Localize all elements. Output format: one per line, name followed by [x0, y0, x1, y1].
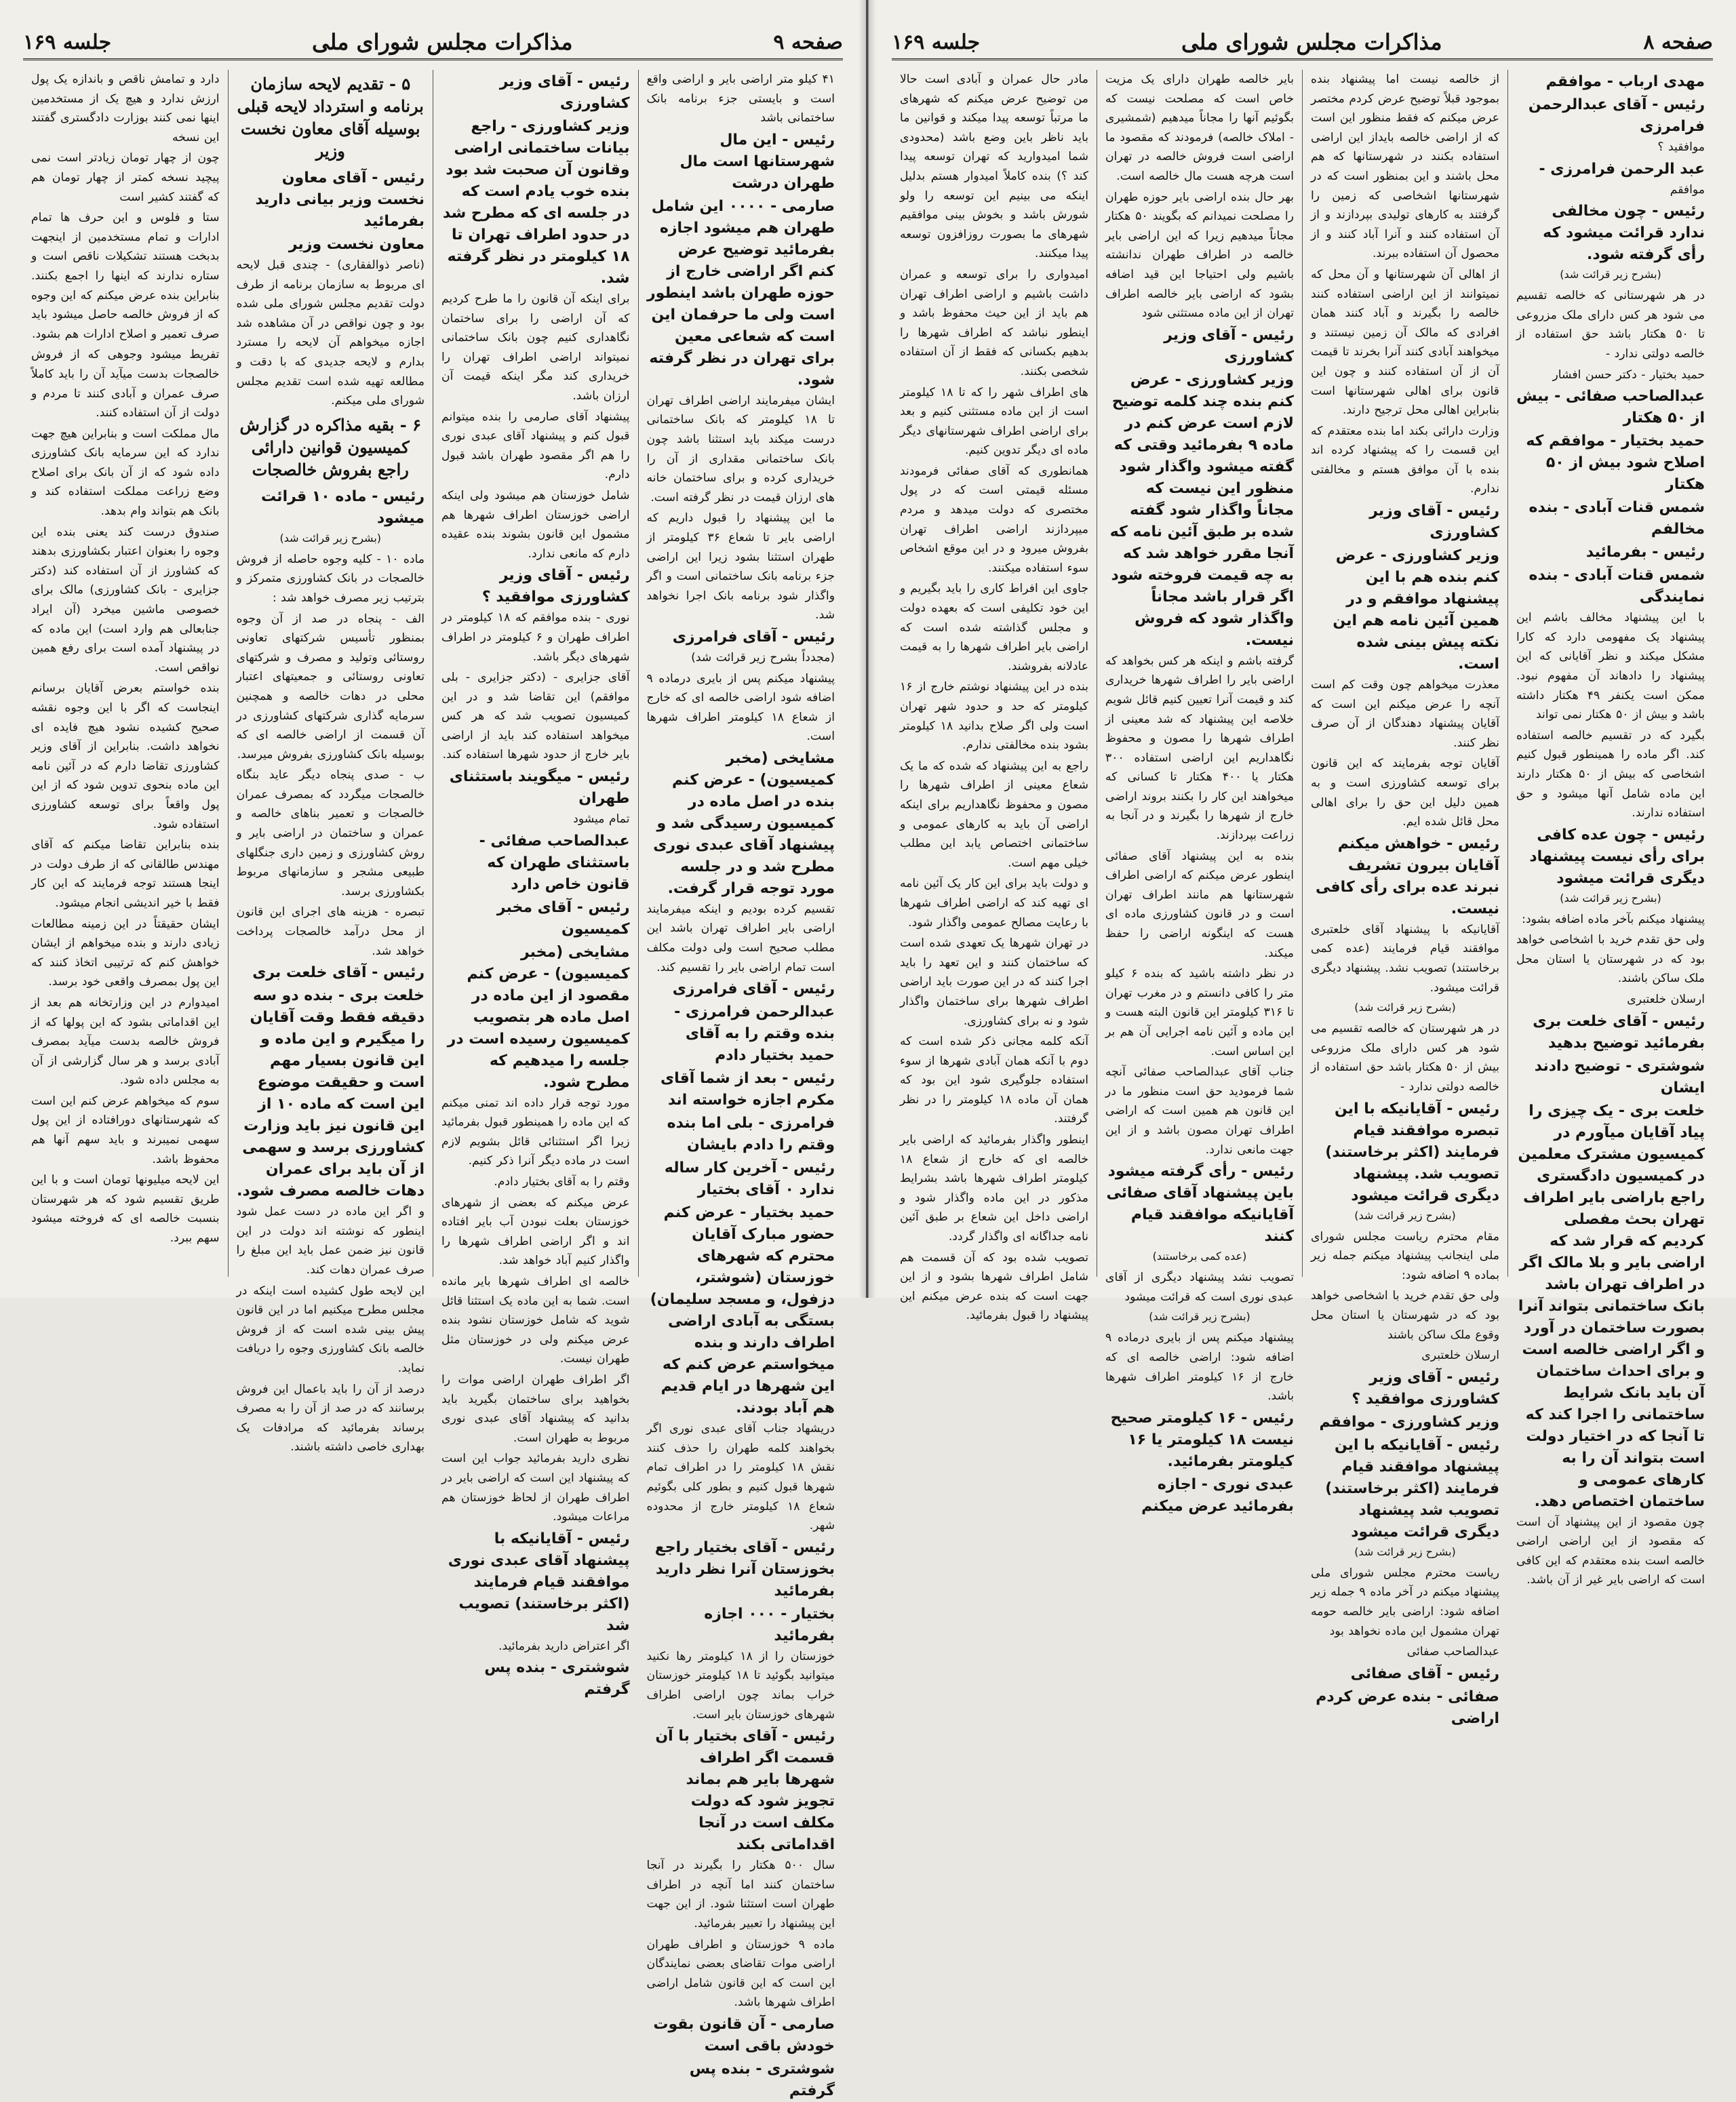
- paragraph: راجع به این پیشنهاد که شده که ما یک شعاع معینی از اطراف شهرها را مصون و محفوظ نگاهداریم برای اینکه اراضی آن باید به کارهای عمومی و ساختمانی اختصاص یابد این مطلب خیلی مهم است.: [900, 759, 1088, 870]
- speaker-line: رئیس - خواهش میکنم آقایان بیرون تشریف نبرند عده برای رأی کافی نیست.: [1316, 835, 1499, 917]
- page-9: [0, 0, 868, 2099]
- text-columns: [892, 70, 1713, 1727]
- text-column: [23, 70, 228, 1277]
- paragraph: ستا و فلوس و این حرف ها تمام ادارات و تمام مستخدمین از اینجهت بدبخت هستند تشکیلات ناقص است و ستاره ندارند که اینها را اجمع بکنند. بنابراین بنده عرض میکنم که این وجوه که از فروش خالصه حاصل میشود باید صرف تعمیر و اصلاح ادارات هم بشود.: [31, 211, 220, 341]
- speaker-line: رئیس - آقای وزیر کشاورزی: [499, 73, 630, 112]
- journal-title: مذاکرات مجلس شورای ملی: [1181, 29, 1442, 55]
- speaker-line: فرامرزی - بلی اما بنده وقتم را دادم بایشان: [667, 1115, 835, 1154]
- page-number: صفحه ۹: [773, 30, 843, 54]
- speaker-line: خلعت بری - یک چیزی را پیاد آقایان میآورم در کمیسیون مشترک معلمین در کمیسیون دادگستری راجع باراضی بایر اطراف تهران بحث مفصلی کردیم که قرار شد که اراضی بایر و بلا مالک اگر در اطراف تهران باشد بانک ساختمانی بتواند آنرا بصورت ساختمان در آورد و اگر اراضی خالصه است و برای احداث ساختمان آن باید بانک شرایط ساختمانی را اجرا کند که تا آنجا که در اختیار دولت است بتواند آن را به کارهای عمومی و ساختمان اختصاص دهد.: [1518, 1102, 1705, 1510]
- paragraph: تبصره - هزینه های اجرای این قانون از محل درآمد خالصجات پرداخت خواهد شد.: [236, 905, 425, 958]
- paragraph: معذرت میخواهم چون وقت کم است آنچه را عرض میکنم این است که آقایان پیشنهاد دهندگان از آن صرف نظر کنند.: [1311, 678, 1499, 750]
- text-column: [433, 70, 638, 1699]
- session-number: جلسه ۱۶۹: [892, 30, 981, 54]
- paragraph: ماده ۱۰ - کلیه وجوه حاصله از فروش خالصجات در بانک کشاورزی متمرکز و بترتیب زیر مصرف خواهد شد :: [236, 552, 425, 605]
- paragraph: از خالصه نیست اما پیشنهاد بنده بموجود قبلاً توضیح عرض کردم مختصر عرض میکنم که فقط منظور این است که از اراضی خالصه بایداز این اراضی استفاده بکنند در شهرستانها که هم محل باشند و این بمنظور است که در شهرستانها اشخاصی که زمین را گرفتند به کارهای تولیدی بپردازند و از آن استفاده کنند و آنرا آباد کنند و از محصول آن استفاده ببرند.: [1311, 73, 1499, 261]
- speaker-line: وزیر کشاورزی - راجع بیانات ساختمانی اراضی وقانون آن صحبت شد بود بنده خوب یادم است که در جلسه ای که مطرح شد در حدود اطراف تهران تا ۱۸ کیلومتر در نظر گرفته شد.: [442, 118, 630, 287]
- paragraph: موافقم: [1670, 182, 1705, 197]
- paragraph: آقایان توجه بفرمایند که این قانون برای توسعه کشاورزی است و به همین دلیل این حق را برای اهالی محل قائل شده ایم.: [1311, 757, 1499, 829]
- paragraph: پیشنهاد میکنم پس از بایری درماده ۹ اضافه شود: اراضی خالصه ای که خارج از ۱۶ کیلومتر اطراف شهرها باشد.: [1105, 1331, 1295, 1404]
- paragraph: تفریط میشود وجوهی که از فروش خالصجات بدست میآید آن را باید کاملاً صرف عمران و آبادی کنند تا مردم و دولت از آن استفاده کنند.: [31, 348, 220, 420]
- paragraph: دریشهاد جناب آقای عبدی نوری اگر بخواهند کلمه طهران را حذف کنند نقش ۱۸ کیلومتر را در اطراف تمام شهرها قبول کنیم و بطور کلی بگوئیم شعاع ۱۸ کیلومتر خارج از محدوده شهر.: [646, 1422, 835, 1533]
- paragraph: سوم که میخواهم عرض کنم این است که شهرستانهای دورافتاده از این پول سهمی نمیبرند و باید سهم آنها هم محفوظ باشد.: [31, 1094, 220, 1166]
- vote-note: (بشرح زیر قرائت شد): [1354, 1208, 1456, 1222]
- speaker-line: رئیس - آقای فرامرزی: [672, 628, 835, 646]
- speaker-line: رئیس - رأی گرفته میشود باین پیشنهاد آقای صفائی آقایانیکه موافقند قیام کنند: [1106, 1163, 1294, 1246]
- text-column: [892, 70, 1097, 1323]
- paragraph: و اگر این ماده در دست عمل شود اینطور که نوشته اند دولت در این قانون نیز ضمن عمل باید این مبلغ را صرف عمران دهات کند.: [236, 1205, 425, 1277]
- paragraph: گرفته باشم و اینکه هر کس بخواهد که اراضی بایر را اطراف شهرها خریداری کند و قیمت آنرا تعیین کنیم قائل شویم خلاصه این پیشنهاد که شد معینی از اطراف شهرها را مصون و محفوظ نگاهداریم این اراضی استفاده ۳۰۰ هکتار یا ۴۰۰ هکتار تا کسانی که میخواهند این کار را بکنند بروند اراضی خارج از شهرها را بگیرند و در آنجا به زراعت بپردازند.: [1105, 654, 1294, 843]
- paragraph: دارد و تمامش ناقص و باندازه یک پول ارزش ندارد و هیچ یک از مستخدمین اینها نمی کنند بوزارت دادگستری گفتند این نسخه: [31, 73, 220, 144]
- speaker-line: شوشتری - بنده پس گرفتم: [689, 2060, 835, 2099]
- paragraph: اگر اعتراض دارید بفرمائید.: [498, 1639, 630, 1653]
- speaker-line: رئیس - آقای صفائی: [1350, 1665, 1499, 1682]
- text-column: [1507, 70, 1713, 1587]
- paragraph: ولی حق تقدم خرید با اشخاصی خواهد بود که در شهرستان یا استان محل وقوع ملک ساکن باشند: [1311, 1289, 1499, 1342]
- speaker-line: شوشتری - توضیح دادند ایشان: [1534, 1057, 1705, 1096]
- paragraph: پیشنهاد میکنم پس از بایری درماده ۹ اضافه شود اراضی خالصه ای که خارج از شعاع ۱۸ کیلومتر اطراف شهرها است.: [646, 671, 835, 744]
- paragraph: امیدوارم در این وزارتخانه هم بعد از این اقداماتی بشود که این پولها که از فروش خالصه بدست میآید بمصرف آبادی برسد و هر سال گزارشی از آن به مجلس داده شود.: [31, 995, 220, 1088]
- speaker-line: رئیس - این مال شهرستانها است مال طهران درشت: [679, 131, 835, 192]
- paragraph: وزارت دارائی بکند اما بنده معتقدم که این قسمت را که پیشنهاد کرده اند بنده با آن موافق هستم و مخالفتی ندارم.: [1311, 424, 1499, 496]
- paragraph: تقسیم کرده بودیم و اینکه میفرمایند اراضی بایر اطراف تهران باشد این مطلب صحیح است ولی دولت مکلف است تمام اراضی بایر را تقسیم کند.: [646, 902, 835, 974]
- paragraph: شامل خوزستان هم میشود ولی اینکه اراضی خوزستان اطراف شهرها هم مشمول این قانون بشوند بنده عقیده دارم که مانعی ندارد.: [441, 488, 630, 561]
- speaker-line: عبدالصاحب صفائی - بیش از ۵۰ هکتار: [1516, 388, 1705, 427]
- speaker-line: وزیر کشاورزی - عرض کنم بنده هم با این پیشنهاد موافقم و در همین آئین نامه هم این نکته پیش بینی شده است.: [1333, 547, 1499, 673]
- paragraph: بایر خالصه طهران دارای یک مزیت خاص است که مصلحت نیست که بگوئیم آنها را مجاناً میدهیم (شمشیری - املاک خالصه) فرمودند که مقصود ما اراضی است فروش خالصه در تهران است هرچه هست مال خالصه است.: [1105, 73, 1294, 183]
- paragraph: در هر شهرستان که خالصه تقسیم می شود هر کس دارای ملک مزروعی بیش از ۵۰ هکتار باشد حق استفاده از خالصه دولتی ندارد -: [1311, 1022, 1500, 1094]
- speaker-line: رئیس - آقای معاون نخست وزیر بیانی دارید بفرمائید: [255, 170, 425, 230]
- speaker-line: رئیس - آقایانیکه با پیشنهاد آقای عبدی نوری موافقند قیام فرمایند (اکثر برخاستند) تصویب شد: [448, 1530, 630, 1634]
- paragraph: خوزستان را از ۱۸ کیلومتر رها نکنید میتوانید بگوئید تا ۱۸ کیلومتر خوزستان خراب بماند چون اراضی اطراف شهرهای خوزستان بایر است.: [646, 1649, 835, 1722]
- speaker-line: شوشتری - بنده پس گرفتم: [484, 1659, 630, 1699]
- paragraph: موافقید ؟: [1657, 140, 1705, 154]
- paragraph: نوری - بنده موافقم که ۱۸ کیلومتر در اطراف طهران و ۶ کیلومتر در اطراف شهرهای دیگر باشد.: [441, 611, 630, 664]
- paragraph: مورد توجه قرار داده اند تمنی میکنم که این ماده را همینطور قبول بفرمائید زیرا اگر استثنائی قائل بشویم لازم است در ماده دیگر آنرا ذکر کنیم.: [441, 1096, 630, 1168]
- text-columns: [23, 70, 843, 2099]
- paragraph: بنده خواستم بعرض آقایان برسانم اینجاست که اگر با این وجوه نقشه صحیح کشیده نشود هیچ فایده ای نخواهد داشت. بنابراین از آقای وزیر کشاورزی تقاضا دارم که در آئین نامه این ماده بنحوی تدوین شود که از این پول واقعاً برای توسعه کشاورزی استفاده شود.: [31, 681, 220, 831]
- paragraph: ایشان میفرمایند اراضی اطراف تهران تا ۱۸ کیلومتر که بانک ساختمانی درست میکند باید استثنا باشد چون بانک ساختمانی مقداری از آن را خریداری کرده و برای ساختمان خانه های ارزان قیمت در نظر گرفته است.: [646, 393, 835, 504]
- paragraph: اگر اطراف طهران اراضی موات را بخواهید برای ساختمان بگیرید باید بدانید که پیشنهاد آقای عبدی نوری مربوط به طهران است.: [441, 1372, 630, 1445]
- speaker-line: رئیس - آقای وزیر کشاورزی: [1164, 326, 1294, 365]
- speaker-line: رئیس - آقایانیکه با این پیشنهاد موافقند قیام فرمایند (اکثر برخاستند) تصویب شد پیشنهاد دیگری قرائت میشود: [1325, 1436, 1499, 1541]
- paragraph: در نظر داشته باشید که بنده ۶ کیلو متر را کافی دانستم و در مغرب تهران تا ۳۱۶ کیلومتر این قانون البته هست و این ماده و آئین نامه اجرایی آن هم بر این اساس است.: [1105, 967, 1295, 1058]
- paragraph: با این پیشنهاد مخالف باشم این پیشنهاد یک مفهومی دارد که کارا مشکل میکند و نظر آقایانی که این پیشنهاد را دادهاند آن مفهوم نبود. ممکن است یکنفر ۴۹ هکتار داشته باشد و بیش از ۵۰ هکتار نمی تواند: [1516, 611, 1705, 722]
- page-8: [868, 0, 1736, 1727]
- speaker-line: رئیس - چون عده کافی برای رأی نیست پیشنهاد دیگری قرائت میشود: [1529, 826, 1705, 887]
- paragraph: پیشنهاد آقای صارمی را بنده میتوانم قبول کنم و پیشنهاد آقای عبدی نوری را هم اگر مقصود طهران باشد قبول دارم.: [441, 410, 630, 482]
- speaker-line: مشایخی (مخبر کمیسیون) - عرض کنم بنده در اصل ماده در کمیسیون رسیدگی شد و پیشنهاد آقای عبدی نوری مطرح شد و در جلسه مورد توجه قرار گرفت.: [653, 749, 835, 897]
- paragraph: این لایحه میلیونها تومان است و با این طریق تقسیم شود که هر شهرستان بنسبت خالصه ای که فروخته میشود سهم ببرد.: [31, 1173, 220, 1246]
- speaker-line: حمید بختیار - عرض کنم حضور مبارک آقایان محترم که شهرهای خوزستان (شوشتر، دزفول، و مسجد سلیمان) بستگی به آبادی اراضی اطراف دارند و بنده میخواستم عرض کنم که این شهرها در ایام قدیم هم آباد بودند.: [650, 1204, 835, 1417]
- section-title: ۵ - تقدیم لایحه سازمان برنامه و استرداد لایحه قبلی بوسیله آقای معاون نخست وزیر: [237, 74, 424, 161]
- speaker-line: رئیس - آقای عبدالرحمن فرامرزی: [1528, 96, 1705, 135]
- paragraph: چون مقصود از این پیشنهاد آن است که مقصود از این اراضی اراضی خالصه است بنده معتقدم که این کافی است که اراضی بایر غیر از آن باشد.: [1516, 1515, 1705, 1587]
- vote-note: (بشرح زیر قرائت شد): [1354, 1001, 1456, 1014]
- paragraph: ارسلان خلعتبری: [1421, 1349, 1499, 1363]
- vote-note: (بشرح زیر قرائت شد): [1560, 891, 1661, 905]
- paragraph: عبدالصاحب صفائی: [1406, 1645, 1499, 1659]
- speaker-line: شمس قنات آبادی - بنده نمایندگی: [1528, 567, 1705, 606]
- paragraph: این لایحه طول کشیده است اینکه در مجلس مطرح میکنیم اما در این قانون پیش بینی شده است که از فروش خالصه بانک کشاورزی وجوه را دریافت نماید.: [236, 1284, 425, 1375]
- vote-note: (بشرح زیر قرائت شد): [1560, 268, 1661, 281]
- paragraph: ۴۱ کیلو متر اراضی بایر و اراضی واقع است و بایستی جزء برنامه بانک ساختمانی باشد: [646, 73, 835, 125]
- paragraph: مقام محترم ریاست مجلس شورای ملی اینجانب پیشنهاد میکنم جمله زیر بماده ۹ اضافه شود:: [1311, 1229, 1499, 1282]
- speaker-line: رئیس - بفرمائید: [1585, 544, 1705, 561]
- speaker-line: رئیس - آقای بختیار با آن قسمت اگر اطراف شهرها بایر هم بماند تجویز شود که دولت مکلف است در آنجا اقداماتی بکند: [655, 1728, 835, 1854]
- speaker-line: صارمی - آن قانون بقوت خودش باقی است: [653, 2015, 835, 2055]
- paragraph: و دولت باید برای این کار یک آئین نامه ای تهیه کند که اراضی اطراف شهرها با رعایت مصالح عمومی واگذار شود.: [900, 877, 1088, 930]
- section-title: ۶ - بقیه مذاکره در گزارش کمیسیون قوانین دارائی راجع بفروش خالصجات: [239, 414, 421, 479]
- paragraph: پیشنهاد میکنم بآخر ماده اضافه بشود:: [1522, 912, 1705, 926]
- paragraph: آقایانیکه با پیشنهاد آقای خلعتبری موافقند قیام فرمایند (عده کمی برخاستند) تصویب نشد. پیشنهاد دیگری قرائت میشود.: [1311, 922, 1499, 995]
- paragraph: از اهالی آن شهرستانها و آن محل که نمیتوانند از این اراضی استفاده کنند خالصه را بگیرند و آباد کنند همان افرادی که مالک آن زمین نیستند و میخواهند آبادی کنند آنرا بخرند تا قیمت آن از آن استفاده کنند و چون این قانون برای اهالی شهرستانها است بنابراین اهالی محل ترجیح دارند.: [1311, 267, 1499, 418]
- paragraph: آقای جزایری - (دکتر جزایری - بلی موافقم) این تقاضا شد و در این کمیسیون تصویب شد که هر کس میخواهد استفاده کند باید از اراضی بایر خارج از حدود شهرها استفاده کند.: [441, 671, 630, 762]
- speaker-line: وزیر کشاورزی - موافقم: [1319, 1413, 1499, 1431]
- paragraph: ب - صدی پنجاه دیگر عاید بنگاه خالصجات میگردد که بمصرف عمران خالصجات و تعمیر بناهای خالصه و عمران و ساختمان در اراضی بایر و روش کشاورزی و زمین داری جنگلهای طبیعی مشجر و سازمانهای مربوط بکشاورزی برسد.: [236, 768, 425, 898]
- paragraph: عرض میکنم که بعضی از شهرهای خوزستان بعلت نبودن آب بایر افتاده اند و اگر اراضی اطراف شهرها را واگذار کنیم آباد خواهد شد.: [441, 1195, 630, 1268]
- speaker-line: رئیس - آخرین کار ساله ندارد ۰ آقای بختیار: [664, 1159, 835, 1199]
- paragraph: الف - پنجاه در صد از آن وجوه بمنظور تأسیس شرکتهای تعاونی روستائی وتولید و مصرف و شرکتهای تعاونی روستائی و جمعیتهای اعتبار محلی در دهات خالصه و همچنین سرمایه گذاری شرکتهای کشاورزی در آن قسمت از اراضی خالصه ای که بوسیله بانک کشاورزی بفروش میرسد.: [236, 612, 425, 761]
- speaker-line: رئیس - آقای مخبر کمیسیون: [496, 898, 630, 938]
- journal-title: مذاکرات مجلس شورای ملی: [311, 29, 573, 55]
- paragraph: خالصه ای اطراف شهرها بایر مانده است. شما به این ماده یک استثنا قائل شوید که شامل خوزستان نشود بنده عرض میکنم ولی در خوزستان مثل طهران نیست.: [441, 1275, 630, 1366]
- paragraph: همانطوری که آقای صفائی فرمودند مسئله قیمتی است که در پول مختصری که دولت میدهد و مردم میپردازند اراضی اطراف تهران بفروش میرود و در این موقع اشخاص سوء استفاده میکنند.: [900, 464, 1088, 575]
- paragraph: (ناصر ذوالفقاری) - چندی قبل لایحه ای مربوط به سازمان برنامه از طرف دولت تقدیم مجلس شورای ملی شده بود و چون نواقص در آن مشاهده شد اجازه میخواهم آن لایحه را مسترد بدارم و لایحه جدیدی که با دقت و مطالعه تهیه شده است تقدیم مجلس شورای ملی میکنم.: [236, 258, 425, 408]
- page-header: [892, 26, 1713, 60]
- page-header: [23, 26, 843, 60]
- session-number: جلسه ۱۶۹: [23, 30, 112, 54]
- speaker-line: رئیس - آقای وزیر کشاورزی موافقید ؟: [1352, 1368, 1499, 1408]
- paragraph: تصویب نشد پیشنهاد دیگری از آقای عبدی نوری است که قرائت میشود: [1105, 1271, 1294, 1304]
- paragraph: برای اینکه آن قانون را ما طرح کردیم که آن اراضی را برای ساختمان نگاهداری کنیم چون بانک ساختمانی نمیتواند اراضی اطراف تهران را خریداری کند مگر اینکه قیمت آن ارزان باشد.: [441, 292, 630, 403]
- paragraph: (مجدداً بشرح زیر قرائت شد): [691, 650, 835, 665]
- speaker-line: رئیس - آقای خلعت بری بفرمائید توضیح بدهید: [1533, 1012, 1705, 1052]
- speaker-line: عبدی نوری - اجازه بفرمائید عرض میکنم: [1141, 1475, 1294, 1515]
- speaker-line: صفائی - بنده عرض کردم اراضی: [1316, 1688, 1499, 1727]
- speaker-line: مهدی ارباب - موافقم: [1545, 73, 1705, 90]
- paragraph: بگیرد که در تقسیم خالصه استفاده کند. اگر ماده را همینطور قبول کنیم اشخاصی که بیش از ۵۰ هکتار دارند این ماده شامل آنها میشود و حق استفاده ندارند.: [1516, 728, 1705, 820]
- speaker-line: بختیار - ۰۰۰ اجازه بفرمائید: [704, 1605, 835, 1644]
- speaker-line: رئیس - آقای بختیار راجع بخوزستان آنرا نظر دارید بفرمائید: [654, 1539, 835, 1600]
- paragraph: ماده ۹ خوزستان و اطراف طهران اراضی موات تقاضای بعضی نمایندگان این است که این قانون شامل اراضی اطراف شهرها باشد.: [646, 1937, 835, 2010]
- paragraph: آنکه کلمه مجانی ذکر شده است که دوم با آنکه همان آبادی شهرها از سوء استفاده جلوگیری شود این بود که همان آن ماده ۱۸ کیلومتر را در نظر گرفتند.: [900, 1035, 1088, 1126]
- paragraph: وقتم را به آقای بختیار دادم.: [494, 1175, 630, 1189]
- speaker-line: رئیس - آقای وزیر کشاورزی: [1369, 502, 1499, 542]
- paragraph: تصویب شده بود که آن قسمت هم شامل اطراف شهرها بشود و از این جهت است که بنده عرض میکنم این پیشنهاد را قبول بفرمائید.: [900, 1250, 1088, 1323]
- speaker-line: عبدالصاحب صفائی - باستثنای طهران که قانون خاص دارد: [479, 832, 630, 893]
- vote-note: (بشرح زیر قرائت شد): [279, 531, 382, 544]
- speaker-line: شمس قنات آبادی - بنده مخالفم: [1528, 499, 1705, 538]
- paragraph: حمید بختیار - دکتر حسن افشار: [1552, 368, 1705, 382]
- page-number: صفحه ۸: [1643, 30, 1713, 54]
- paragraph: ارسلان خلعتبری: [1627, 993, 1705, 1007]
- paragraph: نظری دارید بفرمائید جواب این است که پیشنهاد این است که اراضی بایر در اطراف طهران از لحاظ خوزستان هم مراعات میشود.: [441, 1452, 630, 1524]
- speaker-line: معاون نخست وزیر: [288, 236, 425, 253]
- speaker-line: رئیس - چون مخالفی ندارد قرائت میشود که رأی گرفته شود.: [1543, 203, 1705, 264]
- vote-note: (عده کمی برخاستند): [1152, 1250, 1247, 1263]
- paragraph: تمام میشود: [573, 812, 630, 827]
- paragraph: در تهران شهرها یک تعهدی شده است که ساختمان کنند و این تعهد را باید اجرا کنند که در این صورت باید اراضی اطراف شهرها برای ساختمان واگذار شود و نه برای کشاورزی.: [900, 936, 1088, 1028]
- paragraph: های اطراف شهر را که تا ۱۸ کیلومتر است از این ماده مستثنی کنیم و بعد برای اراضی اطراف شهرستانهای دیگر ماده ای دیگر تدوین کنیم.: [900, 385, 1088, 458]
- paragraph: جاوی این افراط کاری را باید بگیریم و این خود تکلیفی است که بعهده دولت و مجلس گذاشته شده است که اراضی بایر اطراف شهرها را به قیمت عادلانه بفروشند.: [900, 582, 1088, 673]
- speaker-line: رئیس - آقایانیکه با این تبصره موافقند قیام فرمایند (اکثر برخاستند) تصویب شد. پیشنهاد دیگری قرائت میشود: [1325, 1100, 1499, 1204]
- paragraph: اینطور واگذار بفرمائید که اراضی بایر خالصه ای که خارج از شعاع ۱۸ کیلومتر اطراف شهرها باشد بشرایط مذکور در این ماده واگذار شود و اراضی داخل این شعاع بر طبق آئین نامه جداگانه ای واگذار گردد.: [900, 1133, 1088, 1244]
- paragraph: ولی حق تقدم خرید با اشخاصی خواهد بود که در شهرستان یا استان محل ملک ساکن باشند.: [1516, 933, 1705, 986]
- paragraph: چون از چهار تومان زیادتر است نمی پیچید نسخه کمتر از چهار تومان هم که گفتند کشیر است: [31, 151, 220, 204]
- speaker-line: رئیس - ماده ۱۰ قرائت میشود: [261, 488, 425, 527]
- paragraph: سال ۵۰۰ هکتار را بگیرند در آنجا ساختمان کنند اما آنچه در اطراف طهران است استثنا شود. از این جهت این پیشنهاد را تعبیر بفرمائید.: [646, 1859, 835, 1930]
- paragraph: بنده در این پیشنهاد نوشتم خارج از ۱۶ کیلومتر که حد و حدود شهر تهران است ولی اگر صلاح بدانید ۱۸ کیلومتر بشود بنده مخالفتی ندارم.: [900, 680, 1088, 753]
- paragraph: مادر حال عمران و آبادی است حالا من توضیح عرض میکنم که شهرهای ما مرتباً توسعه پیدا میکند و قوانین ما باید ناظر باین وضع باشد (محدودی شما امیدوارید که تهران توسعه پیدا کند ؟) بنده کاملاً امیدوار هستم بدلیل اینکه می بینیم این توسعه را ولو شورش باشد و بخوش بینی موافقیم شهرهای ما بصورت روزافزون توسعه پیدا میکنند.: [900, 73, 1088, 261]
- speaker-line: خلعت بری - بنده دو سه دقیقه فقط وقت آقایان را میگیرم و این ماده و این قانون بسیار مهم است و حقیقت موضوع این است که ماده ۱۰ از این قانون نیز باید وزارت کشاورزی برسد و سهمی از آن باید برای عمران دهات خالصه مصرف شود.: [237, 987, 425, 1200]
- speaker-line: حمید بختیار - موافقم که اصلاح شود بیش از ۵۰ هکتار: [1526, 433, 1705, 494]
- paragraph: درصد از آن را باید باعمال این فروش برسانند که در صد از آن را به مصرف برساند بفرمائید که مرادفات یک بهداری خاصی داشته باشند.: [236, 1382, 425, 1454]
- paragraph: در هر شهرستانی که خالصه تقسیم می شود هر کس دارای ملک مزروعی تا ۵۰ هکتار باشد حق استفاده از خالصه دولتی ندارد -: [1516, 289, 1705, 361]
- speaker-line: وزیر کشاورزی - عرض کنم بنده چند کلمه توضیح لازم است عرض کنم در ماده ۹ بفرمائید وقتی که گفته میشود واگذار شود منظور این نیست که مجاناً واگذار شود گفته شده بر طبق آئین نامه که آنجا مقرر خواهد شد که به چه قیمت فروخته شود اگر قرار باشد مجاناً واگذار شود که فروش نیست.: [1109, 371, 1294, 649]
- speaker-line: رئیس - آقای خلعت بری: [252, 964, 425, 982]
- speaker-line: رئیس - آقای وزیر کشاورزی موافقید ؟: [481, 567, 630, 606]
- paragraph: صندوق درست کند یعنی بنده این وجوه را بعنوان اعتبار بکشاورزی بدهند که کشاورز از آن استفاده کند (دکتر جزایری - بانک کشاورزی) مالک برای خصوصی ماشین میخرد (آن ایراد جنابعالی هم وارد است) این ماده که در پیشنهاد آمده است برای رفع همین نواقص است.: [31, 525, 220, 675]
- paragraph: بهر حال بنده اراضی بایر حوزه طهران را مصلحت نمیدانم که بگویند ۵۰ هکتار مجاناً میدهیم زیرا که این اراضی بایر خالصه در اطراف طهران ندانشته باشیم ولی احتیاجا این قید اضافه بشود که اراضی بایر خالصه اطراف تهران از این ماده مستثنی شود: [1105, 190, 1294, 321]
- vote-note: (بشرح زیر قرائت شد): [1149, 1310, 1250, 1324]
- speaker-line: مشایخی (مخبر کمیسیون) - عرض کنم مقصود از این ماده در اصل ماده هر بتصویب کمیسیون رسیده است در جلسه را میدهیم که مطرح شود.: [447, 943, 630, 1091]
- speaker-line: رئیس - میگویند باستثنای طهران: [449, 768, 630, 808]
- paragraph: امیدواری را برای توسعه و عمران داشت باشیم و اراضی اطراف تهران هم باید از این حیث محفوظ باشد و اینطور نباشد که اطراف شهرها را بدهیم بکسانی که فقط از آن استفاده شخصی بکنند.: [900, 267, 1088, 378]
- text-column: [638, 70, 844, 2099]
- speaker-line: عبدالرحمن فرامرزی - بنده وقتم را به آقای حمید بختیار دادم: [674, 1004, 835, 1065]
- text-column: [1097, 70, 1302, 1515]
- speaker-line: صارمی - ۰۰۰۰ این شامل طهران هم میشود اجازه بفرمائید توضیح عرض کنم اگر اراضی خارج از حوزه طهران باشد اینطور است ولی ما حرفمان این است که شعاعی معین برای تهران در نظر گرفته شود.: [646, 197, 835, 389]
- vote-note: (بشرح زیر قرائت شد): [1354, 1545, 1456, 1558]
- paragraph: ایشان حقیقتاً در این زمینه مطالعات زیادی دارند و بنده میخواهم از ایشان خواهش کنم که ترتیبی اتخاذ کنند که این پول بمصرف واقعی خود برسد.: [31, 917, 220, 989]
- text-column: [228, 70, 433, 1454]
- text-column: [1302, 70, 1507, 1727]
- paragraph: جناب آقای عبدالصاحب صفائی آنچه شما فرمودید حق است منظور ما در این قانون هم همین است که اراضی اطراف تهران مصون باشد و از این جهت مانعی ندارد.: [1105, 1065, 1294, 1157]
- speaker-line: رئیس - ۱۶ کیلومتر صحیح نیست ۱۸ کیلومتر یا ۱۶ کیلومتر بفرمائید.: [1110, 1409, 1294, 1470]
- speaker-line: رئیس - آقای فرامرزی: [672, 980, 835, 998]
- speaker-line: عبد الرحمن فرامرزی -: [1539, 160, 1705, 178]
- paragraph: ما این پیشنهاد را قبول داریم که اراضی بایر تا شعاع ۳۶ کیلومتر از طهران استثنا بشود زیرا این اراضی جزء برنامه بانک ساختمانی است و اگر واگذار شود برنامه بانک اجرا نخواهد شد.: [646, 511, 835, 622]
- paragraph: بنده بنابراین تقاضا میکنم که آقای مهندس طالقانی که از طرف دولت در اینجا هستند توجه فرمایند که این کار فقط با خیر اندیشی انجام میشود.: [31, 838, 220, 910]
- paragraph: ریاست محترم مجلس شورای ملی پیشنهاد میکنم در آخر ماده ۹ جمله زیر اضافه شود: اراضی بایر خالصه حومه تهران مشمول این ماده نخواهد بود: [1311, 1566, 1499, 1638]
- speaker-line: رئیس - بعد از شما آقای مکرم اجازه خواسته اند: [660, 1070, 835, 1109]
- paragraph: بنده به این پیشنهاد آقای صفائی اینطور عرض میکنم که اراضی اطراف شهرستانها هم مانند اطراف تهران است و در قانون کشاورزی ماده ای هست که اینگونه اراضی را حفظ میکند.: [1105, 849, 1294, 960]
- paragraph: مال مملکت است و بنابراین هیچ جهت ندارد که این سرمایه بانک کشاورزی داده شود که از آن بانک برای اصلاح وضع زراعت مملکت استفاده کند و بانک هم بتواند وام بدهد.: [31, 427, 220, 519]
